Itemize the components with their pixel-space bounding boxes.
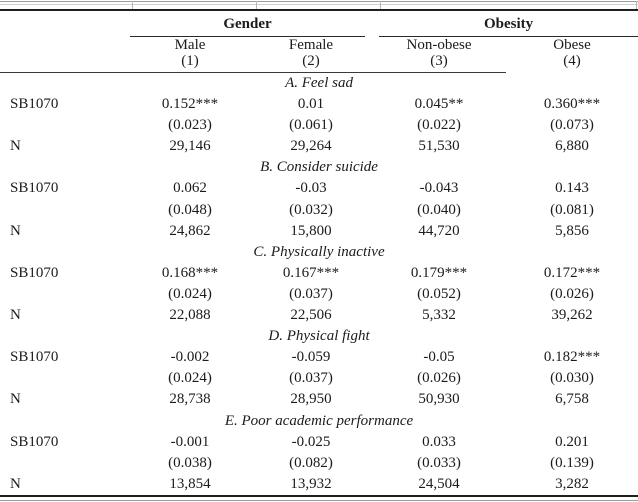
std-error-cell: (0.024): [168, 370, 212, 387]
row-label-n: N: [10, 391, 21, 408]
sample-size-cell: 29,146: [169, 138, 211, 155]
col-number-4: (4): [563, 54, 581, 69]
row-label-n: N: [10, 138, 21, 155]
coefficient-cell: 0.201: [555, 433, 589, 450]
panel-title-row: [0, 411, 638, 432]
gridline: [0, 1, 638, 2]
row-label-n: N: [10, 222, 21, 239]
std-error-cell: (0.081): [550, 201, 594, 218]
coefficient-cell: 0.062: [173, 180, 207, 197]
sample-size-cell: 5,332: [422, 307, 456, 324]
group-header-obesity: [372, 10, 638, 37]
sample-size-cell: 6,758: [555, 391, 589, 408]
sample-size-cell: 6,880: [555, 138, 589, 155]
std-error-cell: (0.024): [168, 285, 212, 302]
panel-title-row: [0, 326, 638, 347]
sample-size-cell: 13,854: [169, 475, 211, 492]
std-error-row: [0, 200, 638, 221]
coefficient-cell: 0.172***: [543, 264, 601, 281]
sample-size-row: [0, 389, 638, 410]
table-body: [0, 73, 638, 496]
regression-table: [0, 9, 638, 497]
panel-title: D. Physical fight: [268, 328, 370, 345]
coefficient-cell: -0.025: [291, 433, 331, 450]
col-number-1: (1): [130, 54, 250, 73]
sample-size-cell: 24,504: [418, 475, 460, 492]
std-error-cell: (0.073): [550, 117, 594, 134]
std-error-cell: (0.030): [550, 370, 594, 387]
column-names-row: [0, 37, 638, 54]
std-error-cell: (0.037): [289, 370, 333, 387]
coefficient-row: [0, 432, 638, 453]
std-error-cell: (0.022): [417, 117, 461, 134]
coefficient-row: [0, 263, 638, 284]
std-error-cell: (0.023): [168, 117, 212, 134]
std-error-row: [0, 284, 638, 305]
coefficient-cell: -0.001: [170, 433, 210, 450]
row-label-empty: [0, 115, 130, 136]
panel-title-row: [0, 242, 638, 263]
coefficient-cell: -0.059: [291, 349, 331, 366]
row-label-empty: [0, 453, 130, 474]
std-error-cell: (0.061): [289, 117, 333, 134]
std-error-cell: (0.037): [289, 285, 333, 302]
row-label-empty: [0, 368, 130, 389]
coefficient-cell: -0.03: [295, 180, 327, 197]
sample-size-cell: 28,738: [169, 391, 211, 408]
sample-size-cell: 51,530: [418, 138, 460, 155]
coefficient-cell: 0.045**: [414, 96, 464, 113]
sample-size-cell: 29,264: [290, 138, 332, 155]
panel-title: C. Physically inactive: [253, 243, 385, 260]
group-header-row: [0, 10, 638, 37]
row-label-empty: [0, 200, 130, 221]
group-label-gender: Gender: [130, 12, 365, 37]
panel-title: A. Feel sad: [285, 75, 353, 91]
column-numbers-row: [0, 54, 638, 73]
col-header-male: Male: [174, 37, 206, 53]
sample-size-cell: 22,088: [169, 307, 211, 324]
panel-title: B. Consider suicide: [260, 159, 378, 176]
coefficient-row: [0, 347, 638, 368]
corner-cell: [0, 10, 130, 37]
std-error-cell: (0.082): [289, 454, 333, 471]
row-label-sb1070: SB1070: [10, 433, 59, 450]
std-error-cell: (0.048): [168, 201, 212, 218]
coefficient-cell: 0.167***: [282, 264, 340, 281]
std-error-cell: (0.052): [417, 285, 461, 302]
std-error-row: [0, 368, 638, 389]
coefficient-cell: 0.152***: [161, 96, 219, 113]
coefficient-cell: -0.002: [170, 349, 210, 366]
sample-size-cell: 5,856: [555, 222, 589, 239]
row-label-sb1070: SB1070: [10, 180, 59, 197]
sample-size-row: [0, 221, 638, 242]
sample-size-cell: 13,932: [290, 475, 332, 492]
std-error-cell: (0.026): [550, 285, 594, 302]
coefficient-cell: -0.05: [423, 349, 455, 366]
group-label-obesity: Obesity: [379, 12, 638, 37]
gridline: [0, 4, 638, 5]
std-error-row: [0, 115, 638, 136]
sample-size-row: [0, 305, 638, 326]
sample-size-cell: 28,950: [290, 391, 332, 408]
sample-size-cell: 44,720: [418, 222, 460, 239]
col-header-non-obese: Non-obese: [406, 37, 472, 53]
sample-size-cell: 22,506: [290, 307, 332, 324]
std-error-row: [0, 453, 638, 474]
sample-size-cell: 50,930: [418, 391, 460, 408]
std-error-cell: (0.026): [417, 370, 461, 387]
panel-title-row: [0, 157, 638, 178]
col-number-2: (2): [250, 54, 372, 73]
cropped-gridline-bottom: [0, 500, 638, 501]
std-error-cell: (0.038): [168, 454, 212, 471]
table-header: [0, 10, 638, 73]
row-label-n: N: [10, 307, 21, 324]
coefficient-cell: 0.168***: [161, 264, 219, 281]
coefficient-cell: -0.043: [419, 180, 459, 197]
coefficient-row: [0, 178, 638, 199]
row-label-empty: [0, 284, 130, 305]
coefficient-cell: 0.01: [297, 96, 325, 113]
corner-cell: [0, 37, 130, 54]
std-error-cell: (0.032): [289, 201, 333, 218]
sample-size-cell: 3,282: [555, 475, 589, 492]
sample-size-cell: 39,262: [551, 307, 593, 324]
panel-title: E. Poor academic performance: [224, 412, 414, 429]
coefficient-cell: 0.033: [422, 433, 456, 450]
sample-size-row: [0, 474, 638, 496]
coefficient-cell: 0.143: [555, 180, 589, 197]
col-header-obese: Obese: [553, 37, 591, 53]
coefficient-cell: 0.360***: [543, 96, 601, 113]
corner-cell: [0, 54, 130, 73]
std-error-cell: (0.139): [550, 454, 594, 471]
sample-size-row: [0, 136, 638, 157]
panel-title-row: [0, 73, 638, 95]
coefficient-cell: 0.179***: [410, 264, 468, 281]
std-error-cell: (0.040): [417, 201, 461, 218]
row-label-n: N: [10, 475, 21, 492]
std-error-cell: (0.033): [417, 454, 461, 471]
sample-size-cell: 15,800: [290, 222, 332, 239]
col-header-female: Female: [288, 37, 334, 53]
group-header-gender: [130, 10, 372, 37]
row-label-sb1070: SB1070: [10, 264, 59, 281]
coefficient-cell: 0.182***: [543, 349, 601, 366]
sample-size-cell: 24,862: [169, 222, 211, 239]
row-label-sb1070: SB1070: [10, 96, 59, 113]
col-number-3: (3): [372, 54, 506, 73]
coefficient-row: [0, 94, 638, 115]
row-label-sb1070: SB1070: [10, 349, 59, 366]
